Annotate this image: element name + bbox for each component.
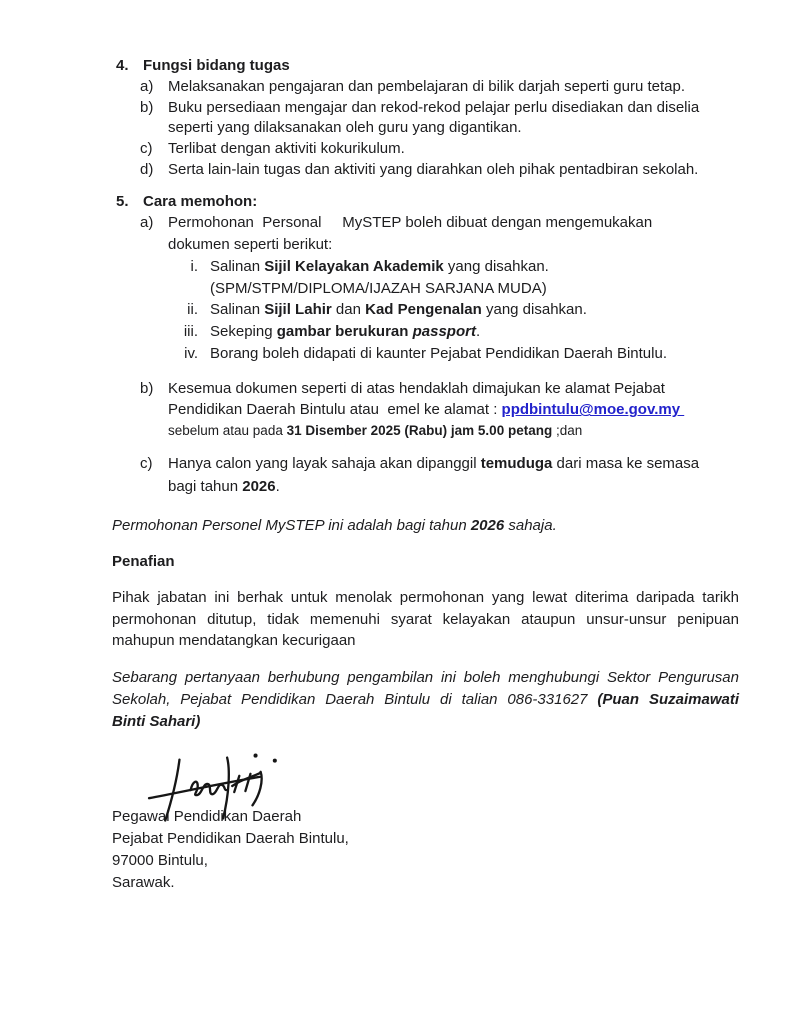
list-item <box>158 343 739 365</box>
list-item-text: bagi tahun 2026. <box>168 477 280 495</box>
signatory-block <box>112 806 739 894</box>
disclaimer-heading: Penafian <box>112 553 175 571</box>
list-marker: d) <box>140 160 154 178</box>
paragraph-line: Binti Sahari) <box>112 712 201 730</box>
paragraph-line: Pihak jabatan ini berhak untuk menolak permohonan yang lewat diterima daripada tarikh <box>112 589 739 607</box>
contact-paragraph <box>112 667 739 733</box>
signatory-state: Sarawak. <box>112 873 175 891</box>
email-link[interactable]: ppdbintulu@moe.gov.my <box>501 401 685 419</box>
list-item <box>158 321 739 343</box>
signatory-office: Pejabat Pendidikan Daerah Bintulu, <box>112 829 349 847</box>
mystep-year-note: Permohonan Personel MySTEP ini adalah bagi tahun 2026 sahaja. <box>112 517 557 535</box>
list-item-text: Salinan Sijil Lahir dan Kad Pengenalan yang disahkan. <box>210 301 587 319</box>
list-item-text: Terlibat dengan aktiviti kokurikulum. <box>168 140 405 158</box>
list-item <box>140 453 739 498</box>
list-item-text: Melaksanakan pengajaran dan pembelajaran di bilik darjah seperti guru tetap. <box>168 77 686 95</box>
roman-marker: i. <box>190 257 198 275</box>
list-item-text: Serta lain-lain tugas dan aktiviti yang diarahkan oleh pihak pentadbiran sekolah. <box>168 160 699 178</box>
list-item <box>140 160 739 181</box>
list-item-text: Buku persediaan mengajar dan rekod-rekod pelajar perlu disediakan dan diselia <box>168 98 700 116</box>
list-marker: b) <box>140 380 154 398</box>
paragraph-line: Sekolah, Pejabat Pendidikan Daerah Bintulu di talian 086-331627 (Puan Suzaimawati <box>112 690 739 708</box>
list-item <box>140 98 739 140</box>
list-item <box>158 256 739 299</box>
list-item-text: dokumen seperti berikut: <box>168 236 333 254</box>
list-item-text: Hanya calon yang layak sahaja akan dipanggil temuduga dari masa ke semasa <box>168 455 700 473</box>
list-item <box>140 139 739 160</box>
list-item-text: Borang boleh didapati di kaunter Pejabat Pendidikan Daerah Bintulu. <box>210 344 667 362</box>
list-item-text: Pendidikan Daerah Bintulu atau emel ke alamat : ppdbintulu@moe.gov.my <box>168 401 685 419</box>
list-marker: a) <box>140 77 154 95</box>
signatory-title: Pegawai Pendidikan Daerah <box>112 807 302 825</box>
section-4-number: 4. <box>116 57 129 74</box>
list-item-text: Sekeping gambar berukuran passport. <box>210 323 481 340</box>
roman-marker: iv. <box>184 344 198 362</box>
list-item-text: sebelum atau pada 31 Disember 2025 (Rabu) jam 5.00 petang ;dan <box>168 423 583 439</box>
list-marker: c) <box>140 455 153 473</box>
paragraph-line: Sebarang pertanyaan berhubung pengambilan ini boleh menghubungi Sektor Pengurusan <box>112 668 739 686</box>
signatory-postcode: 97000 Bintulu, <box>112 851 208 869</box>
roman-marker: iii. <box>183 323 198 340</box>
list-item-text: seperti yang dilaksanakan oleh guru yang digantikan. <box>168 119 522 137</box>
roman-marker: ii. <box>187 301 198 319</box>
section-4-title: Fungsi bidang tugas <box>143 57 290 74</box>
list-item <box>158 299 739 321</box>
list-item-text: (SPM/STPM/DIPLOMA/IJAZAH SARJANA MUDA) <box>210 279 547 297</box>
list-item <box>140 378 739 441</box>
section-cara-memohon <box>112 191 739 499</box>
disclaimer-paragraph <box>112 587 739 652</box>
list-item <box>140 212 739 255</box>
section-fungsi-bidang-tugas <box>112 56 739 181</box>
section-4-heading <box>112 56 739 77</box>
list-marker: a) <box>140 214 154 232</box>
paragraph-line: mahupun mendatangkan kecurigaan <box>112 632 356 650</box>
section-5-number: 5. <box>116 192 129 210</box>
list-item <box>140 77 739 98</box>
list-item-text: Kesemua dokumen seperti di atas hendaklah dimajukan ke alamat Pejabat <box>168 380 665 398</box>
list-marker: b) <box>140 98 154 116</box>
list-item-text: Salinan Sijil Kelayakan Akademik yang disahkan. <box>210 257 549 275</box>
list-marker: c) <box>140 140 153 158</box>
section-5-title: Cara memohon: <box>143 192 258 210</box>
list-item-text: Permohonan Personal MySTEP boleh dibuat dengan mengemukakan <box>168 214 653 232</box>
section-5-heading <box>112 191 739 213</box>
paragraph-line: permohonan ditutup, tidak memenuhi syarat kelayakan ataupun unsur-unsur penipuan <box>112 610 739 628</box>
